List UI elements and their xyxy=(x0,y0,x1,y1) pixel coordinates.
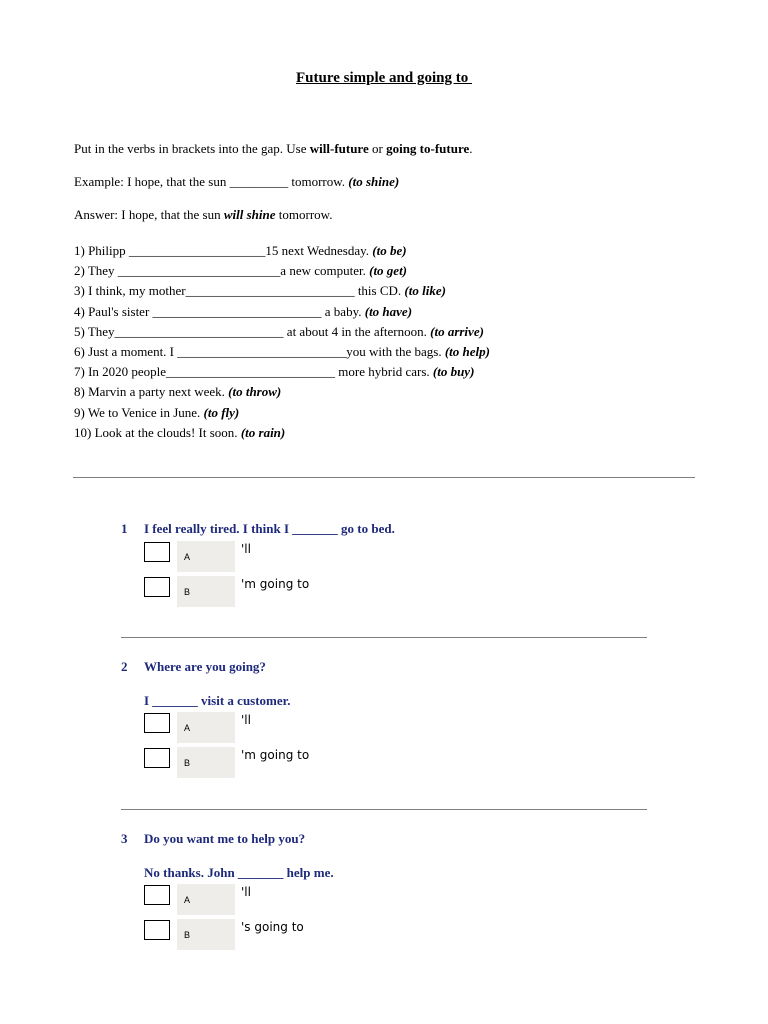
exercise-item xyxy=(74,424,490,444)
option-a-text: 'll xyxy=(241,542,251,556)
question-text: Where are you going? xyxy=(144,659,266,674)
question-text: I _______ visit a customer. xyxy=(144,693,291,708)
will-future-term: will-future xyxy=(309,141,369,156)
answer-pre: Answer: I hope, that the sun xyxy=(74,207,224,222)
option-b-checkbox[interactable] xyxy=(144,920,170,940)
exercise-item xyxy=(74,323,490,343)
option-a-checkbox[interactable] xyxy=(144,713,170,733)
exercise-text: 3) I think, my mother__________________________ this CD. xyxy=(74,283,405,299)
example-text: Example: I hope, that the sun _________ tomorrow. xyxy=(74,174,349,189)
exercise-text: 1) Philipp _____________________15 next Wednesday. xyxy=(74,243,373,258)
question-text: Do you want me to help you? xyxy=(144,831,306,846)
exercise-text: 4) Paul's sister __________________________ a baby. xyxy=(74,303,365,319)
answer-bold: will shine xyxy=(223,207,276,222)
exercise-item xyxy=(74,303,490,323)
question-number: 3 xyxy=(121,831,128,846)
option-a-text: 'll xyxy=(241,713,251,727)
exercise-item xyxy=(74,242,490,262)
exercise-hint: (to buy) xyxy=(432,364,475,380)
option-b-letter: B xyxy=(177,919,235,950)
exercise-list xyxy=(74,242,490,444)
exercise-item xyxy=(74,383,490,403)
exercise-text: 5) They__________________________ at about 4 in the afternoon. xyxy=(74,323,431,339)
instructions-or: or xyxy=(368,141,387,156)
exercise-hint: (to like) xyxy=(404,283,446,299)
exercise-hint: (to arrive) xyxy=(430,323,484,339)
exercise-hint: (to get) xyxy=(369,263,408,279)
exercise-item xyxy=(74,282,490,302)
exercise-text: 10) Look at the clouds! It soon. xyxy=(74,424,241,440)
instructions xyxy=(74,141,473,157)
option-b-checkbox[interactable] xyxy=(144,748,170,768)
option-b-text: 'm going to xyxy=(241,748,310,762)
question-divider xyxy=(121,809,647,810)
exercise-hint: (to be) xyxy=(372,243,407,258)
exercise-hint: (to throw) xyxy=(228,384,282,400)
exercise-item xyxy=(74,343,490,363)
exercise-hint: (to fly) xyxy=(203,404,240,420)
exercise-text: 6) Just a moment. I __________________________you with the bags. xyxy=(74,343,445,359)
question-number: 2 xyxy=(121,659,128,674)
instructions-pre: Put in the verbs in brackets into the gap. Use xyxy=(74,141,310,156)
option-a-letter: A xyxy=(177,541,235,572)
option-b-letter: B xyxy=(177,747,235,778)
question-text: No thanks. John _______ help me. xyxy=(144,865,334,880)
example-line xyxy=(74,174,399,190)
question-divider xyxy=(121,637,647,638)
exercise-hint: (to help) xyxy=(444,343,490,359)
exercise-text: 9) We to Venice in June. xyxy=(74,404,204,420)
going-to-future-term: going to-future xyxy=(386,141,470,156)
exercise-hint: (to rain) xyxy=(240,424,286,440)
exercise-text: 2) They _________________________a new computer. xyxy=(74,263,370,279)
option-b-text: 's going to xyxy=(241,920,304,934)
option-b-letter: B xyxy=(177,576,235,607)
question-number: 1 xyxy=(121,521,128,536)
section-divider xyxy=(73,477,695,478)
instructions-post: . xyxy=(469,141,473,156)
exercise-text: 7) In 2020 people__________________________ more hybrid cars. xyxy=(74,364,433,380)
exercise-item xyxy=(74,404,490,424)
option-a-checkbox[interactable] xyxy=(144,542,170,562)
option-a-letter: A xyxy=(177,884,235,915)
exercise-item xyxy=(74,363,490,383)
option-a-checkbox[interactable] xyxy=(144,885,170,905)
option-a-letter: A xyxy=(177,712,235,743)
answer-line xyxy=(74,207,332,223)
answer-post: tomorrow. xyxy=(275,207,333,222)
exercise-hint: (to have) xyxy=(364,303,413,319)
example-hint: (to shine) xyxy=(348,174,400,189)
option-b-text: 'm going to xyxy=(241,577,310,591)
option-a-text: 'll xyxy=(241,885,251,899)
question-text: I feel really tired. I think I _______ go to bed. xyxy=(144,521,395,536)
option-b-checkbox[interactable] xyxy=(144,577,170,597)
worksheet-title: Future simple and going to xyxy=(296,70,472,86)
exercise-text: 8) Marvin a party next week. xyxy=(74,384,229,400)
exercise-item xyxy=(74,262,490,282)
